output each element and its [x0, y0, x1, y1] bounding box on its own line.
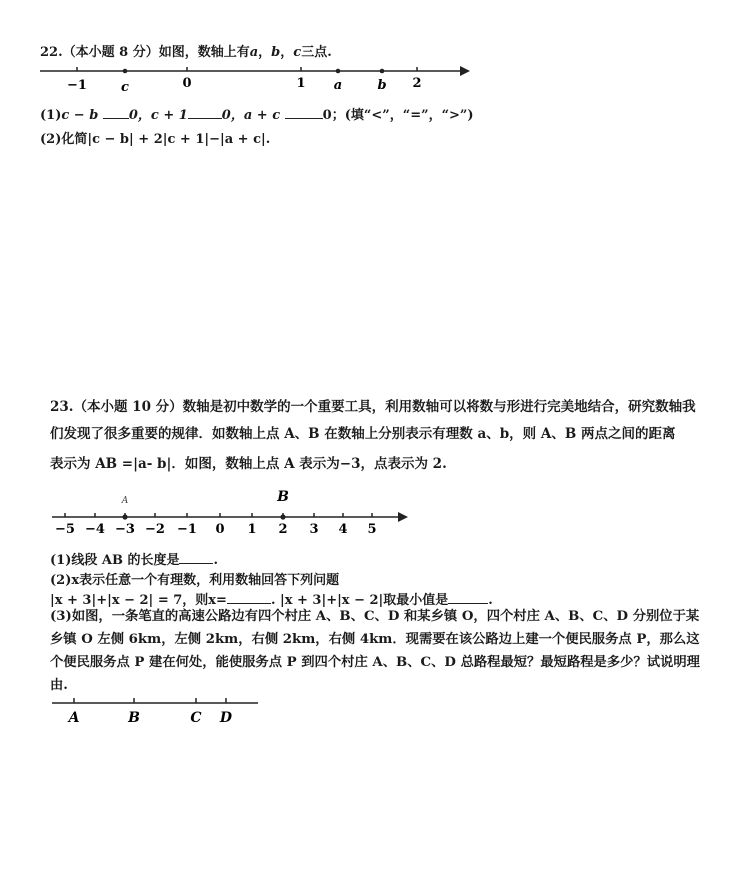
- q23-road-label-b: B: [128, 710, 140, 726]
- q22-part2: (2)化简|c − b| + 2|c + 1|−|a + c|.: [40, 132, 271, 147]
- q23-blank-3[interactable]: [448, 591, 488, 604]
- q23-tick-label: 0: [215, 522, 225, 537]
- q23-tick-label: 5: [367, 522, 377, 537]
- q22-axis-label: 2: [412, 76, 422, 91]
- q23-number-line: [48, 486, 408, 538]
- q23-tick-label: −4: [85, 522, 105, 537]
- q22-axis-label: −1: [67, 78, 87, 93]
- q23-tick-label: −2: [145, 522, 165, 537]
- q23-point-a-label: A: [121, 496, 129, 506]
- q23-tick-label: 3: [309, 522, 319, 537]
- q23-tick-label: −5: [55, 522, 75, 537]
- q23-road-label-a: A: [68, 710, 80, 726]
- q22-blank-3[interactable]: [285, 106, 323, 119]
- q23-tick-label: −1: [177, 522, 197, 537]
- q23-blank-1[interactable]: [179, 551, 213, 564]
- q23-part2-intro: (2)x表示任意一个有理数，利用数轴回答下列问题: [50, 573, 340, 588]
- q22-heading: 22.（本小题 8 分）如图，数轴上有a，b，c三点.: [40, 45, 332, 60]
- q23-road-label-c: C: [190, 710, 202, 726]
- q23-part1: (1)线段 AB 的长度是 .: [50, 553, 219, 568]
- q23-blank-2[interactable]: [227, 591, 271, 604]
- q22-axis-label: 0: [182, 76, 192, 91]
- q22-part1: (1)c − b 0，c + 1 0，a + c 0；(填“<”，“=”，“>”): [40, 108, 474, 123]
- q22-axis-label: 1: [296, 76, 306, 91]
- q22-number-line: [36, 60, 476, 96]
- q23-road-line: [48, 692, 268, 728]
- q23-heading: 23.（本小题 10 分）数轴是初中数学的一个重要工具，利用数轴可以将数与形进行完美地结合，研究数轴我们发现了很多重要的规律．如数轴上点 A、B 在数轴上分别表示有理数 a、b，则 A、B 两点之间的距离: [50, 399, 696, 442]
- q23-road-label-d: D: [219, 710, 233, 726]
- q22-blank-2[interactable]: [188, 106, 222, 119]
- q23-part2-eq: |x + 3|+|x − 2| = 7，则x= . |x + 3|+|x − 2|取最小值是 .: [50, 593, 493, 608]
- q23-tick-label: −3: [115, 522, 135, 537]
- q22-axis-label: c: [121, 80, 129, 95]
- q22-blank-1[interactable]: [103, 106, 129, 119]
- q23-point-b-label: B: [277, 489, 289, 505]
- q22-axis-label: b: [377, 78, 387, 93]
- q22-axis-label: a: [333, 78, 343, 93]
- q23-tick-label: 4: [338, 522, 348, 537]
- q23-part3: (3)如图，一条笔直的高速公路边有四个村庄 A、B、C、D 和某乡镇 O，四个村庄 A、B、C、D 分别位于某乡镇 O 左侧 6km，左侧 2km，右侧 2km，右侧 4km．现需要在该公路边上建一个便民服务点 P，那么这个便民服务点 P 建在何处，能使服务点 P 到四个村庄 A、B、C、D 总路程最短？最短路程是多少？试说明理由.: [50, 609, 700, 693]
- q23-tick-label: 1: [247, 522, 257, 537]
- q23-distance: 表示为 AB =|a- b|．如图，数轴上点 A 表示为−3，点表示为 2.: [50, 456, 447, 472]
- q23-tick-label: 2: [278, 522, 288, 537]
